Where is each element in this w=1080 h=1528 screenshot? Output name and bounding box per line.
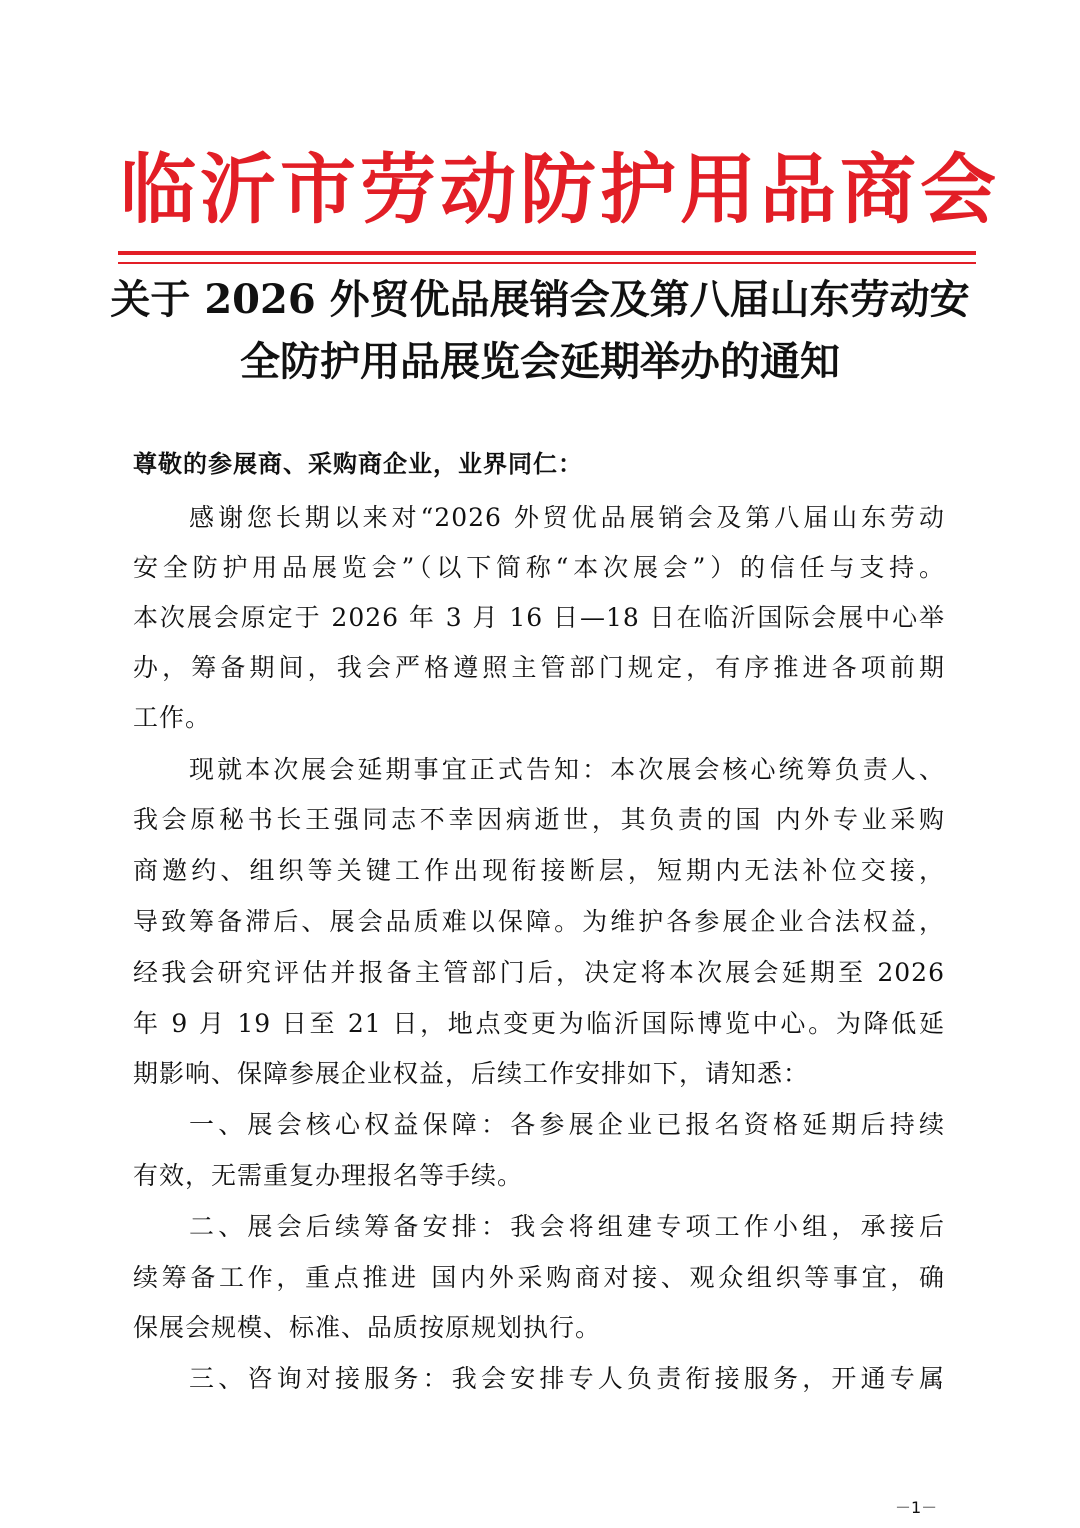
body-line: 期影响、保障参展企业权益，后续工作安排如下，请知悉： xyxy=(133,1059,810,1088)
org-masthead: 临沂市劳动防护用品商会 xyxy=(120,145,1000,234)
body-line: 商邀约、组织等关键工作出现衔接断层，短期内无法补位交接， xyxy=(133,856,945,885)
body-line: 工作。 xyxy=(133,703,212,732)
body-line: 三、咨询对接服务：我会安排专人负责衔接服务，开通专属 xyxy=(189,1364,945,1393)
body-line: 现就本次展会延期事宜正式告知：本次展会核心统筹负责人、 xyxy=(189,755,945,784)
body-line: 保展会规模、标准、品质按原规划执行。 xyxy=(133,1313,602,1342)
body-line: 一、展会核心权益保障：各参展企业已报名资格延期后持续 xyxy=(189,1110,945,1139)
body-line: 本次展会原定于 2026 年 3 月 16 日—18 日在临沂国际会展中心举 xyxy=(133,603,945,632)
body-line: 感谢您长期以来对“2026 外贸优品展销会及第八届山东劳动 xyxy=(189,503,945,532)
body-line: 经我会研究评估并报备主管部门后，决定将本次展会延期至 2026 xyxy=(133,958,945,987)
body-line: 办，筹备期间，我会严格遵照主管部门规定，有序推进各项前期 xyxy=(133,653,945,682)
body-line: 我会原秘书长王强同志不幸因病逝世，其负责的国 内外专业采购 xyxy=(133,805,945,834)
body-line: 续筹备工作，重点推进 国内外采购商对接、观众组织等事宜，确 xyxy=(133,1263,945,1292)
body-line: 年 9 月 19 日至 21 日，地点变更为临沂国际博览中心。为降低延 xyxy=(133,1009,945,1038)
notice-title-line-2: 全防护用品展览会延期举办的通知 xyxy=(240,338,840,385)
page-number: －1－ xyxy=(895,1498,938,1517)
notice-title-line-1: 关于 2026 外贸优品展销会及第八届山东劳动安 xyxy=(110,276,970,323)
body-line: 有效，无需重复办理报名等手续。 xyxy=(133,1161,524,1190)
salutation: 尊敬的参展商、采购商企业，业界同仁： xyxy=(133,449,583,478)
masthead-rule-thick xyxy=(118,251,976,255)
body-line: 导致筹备滞后、展会品质难以保障。为维护各参展企业合法权益， xyxy=(133,907,945,936)
body-line: 二、展会后续筹备安排：我会将组建专项工作小组，承接后 xyxy=(189,1212,945,1241)
body-line: 安全防护用品展览会”（以下简称“本次展会”）的信任与支持。 xyxy=(133,553,945,582)
masthead-rule-thin xyxy=(118,262,976,264)
